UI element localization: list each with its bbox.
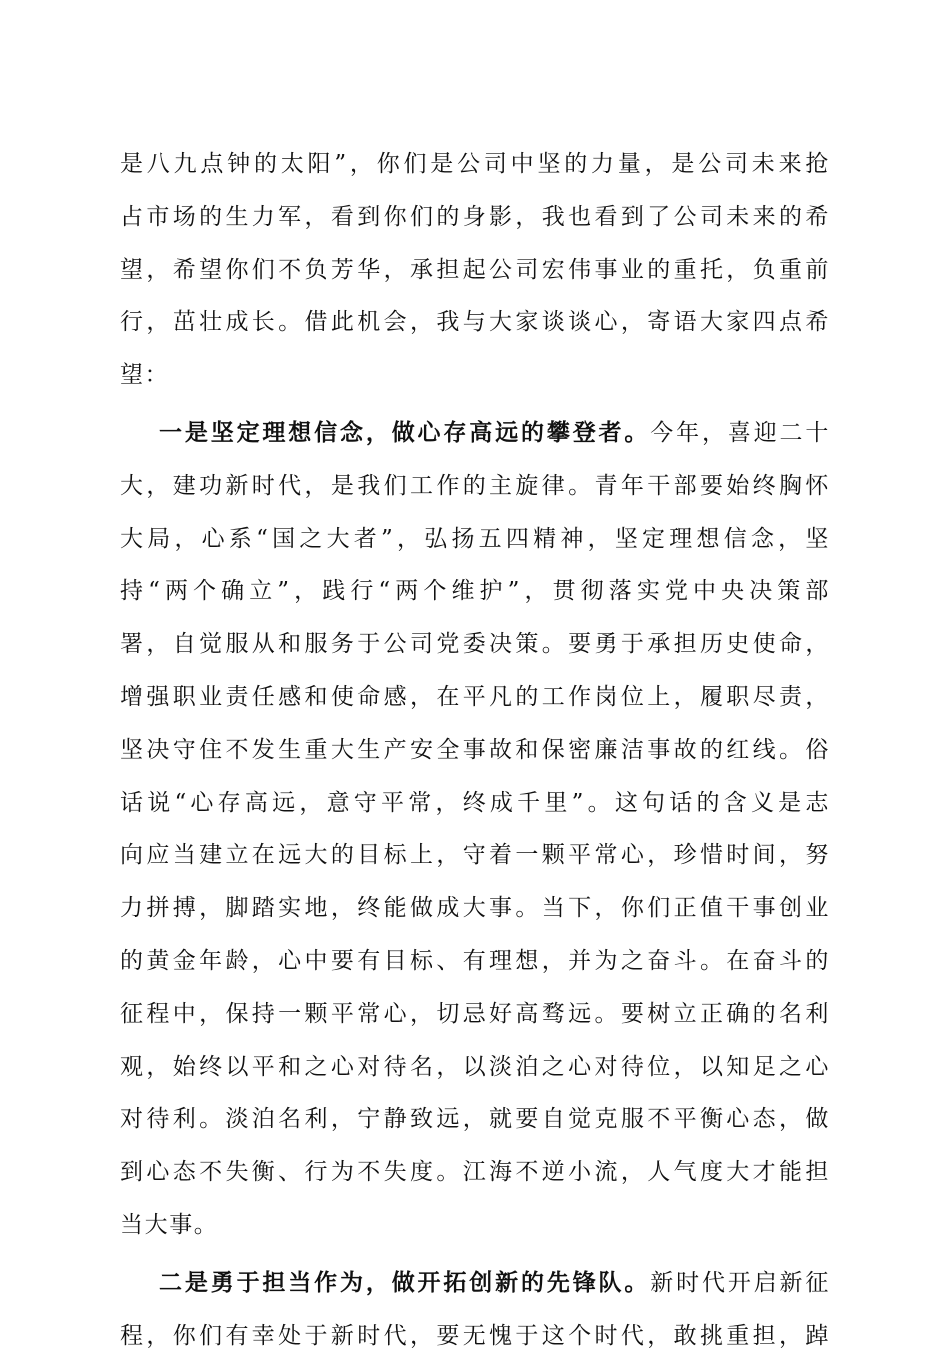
paragraph-two-lead-text: 新时代开启新征 — [650, 1269, 830, 1296]
body-line: 对待利。淡泊名利，宁静致远，就要自觉克服不平衡心态，做 — [120, 1106, 830, 1133]
body-line: 是八九点钟的太阳”，你们是公司中坚的力量，是公司未来抢 — [120, 151, 830, 177]
body-line: 征程中，保持一颗平常心，切忌好高骛远。要树立正确的名利 — [120, 1000, 830, 1027]
body-line: 大局，心系“国之大者”，弘扬五四精神，坚定理想信念，坚 — [120, 525, 830, 552]
paragraph-one-first-line — [120, 407, 830, 460]
body-line: 望，希望你们不负芳华，承担起公司宏伟事业的重托，负重前 — [120, 256, 830, 283]
paragraph-one-lead-text: 今年，喜迎二十 — [650, 419, 830, 446]
paragraph-two-heading: 二是勇于担当作为，做开拓创新的先锋队。 — [159, 1268, 651, 1296]
body-line: 望： — [120, 362, 170, 389]
body-line: 话说“心存高远，意守平常，终成千里”。这句话的含义是志 — [120, 789, 830, 816]
body-line: 持“两个确立”，践行“两个维护”，贯彻落实党中央决策部 — [120, 578, 830, 605]
body-line: 向应当建立在远大的目标上，守着一颗平常心，珍惜时间，努 — [120, 842, 830, 869]
body-line: 行，茁壮成长。借此机会，我与大家谈谈心，寄语大家四点希 — [120, 309, 830, 336]
body-line: 大，建功新时代，是我们工作的主旋律。青年干部要始终胸怀 — [120, 472, 830, 499]
body-line: 增强职业责任感和使命感，在平凡的工作岗位上，履职尽责， — [120, 683, 830, 710]
body-line: 程，你们有幸处于新时代，要无愧于这个时代，敢挑重担，踔 — [120, 1322, 830, 1349]
paragraph-two-first-line — [120, 1257, 830, 1310]
body-line: 力拼搏，脚踏实地，终能做成大事。当下，你们正值干事创业 — [120, 895, 830, 922]
body-line: 占市场的生力军，看到你们的身影，我也看到了公司未来的希 — [120, 203, 830, 230]
document-body — [120, 138, 830, 1362]
paragraph-one-heading: 一是坚定理想信念，做心存高远的攀登者。 — [159, 418, 651, 446]
body-line: 当大事。 — [120, 1211, 219, 1238]
body-line: 署，自觉服从和服务于公司党委决策。要勇于承担历史使命， — [120, 631, 830, 658]
body-line: 坚决守住不发生重大生产安全事故和保密廉洁事故的红线。俗 — [120, 736, 830, 763]
body-line: 观，始终以平和之心对待名，以淡泊之心对待位，以知足之心 — [120, 1053, 830, 1080]
body-line: 的黄金年龄，心中要有目标、有理想，并为之奋斗。在奋斗的 — [120, 947, 830, 974]
body-line: 到心态不失衡、行为不失度。江海不逆小流，人气度大才能担 — [120, 1159, 830, 1186]
